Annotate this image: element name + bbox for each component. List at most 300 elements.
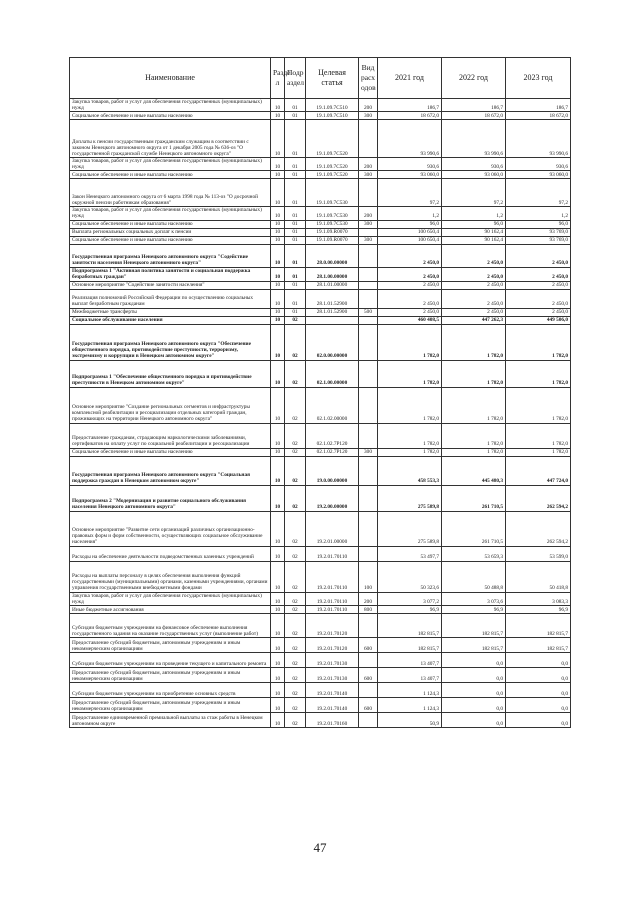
table-row xyxy=(70,289,571,308)
row-kind xyxy=(359,485,378,511)
row-2021: 1 782,0 xyxy=(378,423,442,448)
row-2021: 1 124,3 xyxy=(378,682,442,697)
row-kind xyxy=(359,652,378,667)
row-kind: 600 xyxy=(359,637,378,652)
row-2023: 0,0 xyxy=(506,667,571,682)
row-section: 10 xyxy=(271,316,285,324)
row-section: 10 xyxy=(271,546,285,561)
row-section: 10 xyxy=(271,561,285,592)
row-target: 02.1.00.00000 xyxy=(306,360,359,387)
row-2022: 93 060,0 xyxy=(442,171,506,179)
row-kind xyxy=(359,423,378,448)
table-row xyxy=(70,546,571,561)
row-2023: 96,0 xyxy=(506,220,571,228)
row-2021: 930,6 xyxy=(378,158,442,171)
row-name: Государственная программа Ненецкого автономного округа "Социальная поддержка граждан в Ненецком автономном округе" xyxy=(70,456,271,485)
table-row xyxy=(70,697,571,712)
table-row xyxy=(70,236,571,244)
row-name: Закупка товаров, работ и услуг для обеспечения государственных (муниципальных) нужд xyxy=(70,207,271,220)
row-subsection: 01 xyxy=(285,244,306,267)
row-subsection: 01 xyxy=(285,220,306,228)
row-2021: 182 815,7 xyxy=(378,613,442,637)
row-section: 10 xyxy=(271,456,285,485)
row-name: Предоставление гражданам, страдающим наркологическими заболеваниями, сертификатов на оплату услуг по социальной реабилитации и ресоциализации xyxy=(70,423,271,448)
header-2023: 2023 год xyxy=(506,58,571,99)
row-section: 10 xyxy=(271,511,285,546)
budget-table-container xyxy=(69,57,570,728)
row-target: 19.1.09.R0070 xyxy=(306,236,359,244)
row-2021: 1,2 xyxy=(378,207,442,220)
row-2023: 93 769,0 xyxy=(506,236,571,244)
row-section: 10 xyxy=(271,448,285,456)
row-2021: 1 782,0 xyxy=(378,360,442,387)
row-name: Социальное обеспечение и иные выплаты населению xyxy=(70,171,271,179)
row-2022: 2 450,0 xyxy=(442,308,506,316)
row-2022: 2 450,0 xyxy=(442,267,506,281)
row-subsection: 02 xyxy=(285,682,306,697)
row-name: Социальное обслуживание населения xyxy=(70,316,271,324)
row-subsection: 02 xyxy=(285,423,306,448)
row-2022: 0,0 xyxy=(442,682,506,697)
table-row xyxy=(70,112,571,120)
row-name: Социальное обеспечение и иные выплаты населению xyxy=(70,236,271,244)
row-target: 19.2.01.70110 xyxy=(306,561,359,592)
row-2021: 1 782,0 xyxy=(378,387,442,423)
row-2021: 13 407,7 xyxy=(378,667,442,682)
row-kind: 800 xyxy=(359,605,378,613)
row-2022: 182 815,7 xyxy=(442,637,506,652)
table-row xyxy=(70,244,571,267)
table-row xyxy=(70,220,571,228)
row-2023: 262 594,2 xyxy=(506,511,571,546)
row-subsection: 02 xyxy=(285,652,306,667)
row-name: Закупка товаров, работ и услуг для обеспечения государственных (муниципальных) нужд xyxy=(70,99,271,112)
table-row xyxy=(70,267,571,281)
row-target: 19.2.01.70140 xyxy=(306,682,359,697)
row-2021: 3 077,2 xyxy=(378,592,442,605)
row-2023: 1 782,0 xyxy=(506,423,571,448)
row-2023: 50 418,8 xyxy=(506,561,571,592)
row-target: 19.1.09.7С520 xyxy=(306,158,359,171)
row-2021: 275 589,8 xyxy=(378,511,442,546)
row-2021: 1 782,0 xyxy=(378,324,442,360)
row-kind: 200 xyxy=(359,99,378,112)
row-kind: 300 xyxy=(359,236,378,244)
row-target: 02.1.02.7Р120 xyxy=(306,423,359,448)
row-section: 10 xyxy=(271,423,285,448)
row-2022: 447 262,3 xyxy=(442,316,506,324)
row-section: 10 xyxy=(271,712,285,727)
row-kind xyxy=(359,682,378,697)
header-target: Целевая статья xyxy=(306,58,359,99)
row-subsection: 01 xyxy=(285,207,306,220)
row-subsection: 02 xyxy=(285,561,306,592)
row-kind xyxy=(359,316,378,324)
row-subsection: 02 xyxy=(285,324,306,360)
row-section: 10 xyxy=(271,308,285,316)
row-subsection: 02 xyxy=(285,667,306,682)
row-target: 19.0.00.00000 xyxy=(306,456,359,485)
row-kind xyxy=(359,387,378,423)
row-2021: 1 782,0 xyxy=(378,448,442,456)
table-row xyxy=(70,613,571,637)
row-name: Предоставление субсидий бюджетным, автономным учреждениям и иным некоммерческим организациям xyxy=(70,637,271,652)
table-row xyxy=(70,592,571,605)
table-row xyxy=(70,605,571,613)
row-target: 19.1.09.R0070 xyxy=(306,228,359,236)
row-section: 10 xyxy=(271,158,285,171)
table-row xyxy=(70,207,571,220)
row-kind xyxy=(359,456,378,485)
row-name: Предоставление субсидий бюджетным, автономным учреждениям и иным некоммерческим организациям xyxy=(70,667,271,682)
row-subsection: 01 xyxy=(285,289,306,308)
row-subsection: 01 xyxy=(285,120,306,158)
row-2021: 100 650,4 xyxy=(378,236,442,244)
row-name: Подпрограмма 1 "Обеспечение общественного порядка и противодействие преступности в Ненецком автономном округе" xyxy=(70,360,271,387)
table-row xyxy=(70,448,571,456)
row-2021: 18 672,0 xyxy=(378,112,442,120)
row-target: 19.1.09.7С530 xyxy=(306,220,359,228)
row-section: 10 xyxy=(271,324,285,360)
row-2022: 1 782,0 xyxy=(442,423,506,448)
row-target: 28.1.01.52900 xyxy=(306,308,359,316)
row-name: Расходы на выплаты персоналу в целях обеспечения выполнения функций государственными (муниципальными) органами, казенными учреждениями, органами управления государственными внебюджетными фондами xyxy=(70,561,271,592)
row-2021: 96,9 xyxy=(378,605,442,613)
row-subsection: 02 xyxy=(285,605,306,613)
row-kind xyxy=(359,712,378,727)
row-subsection: 02 xyxy=(285,360,306,387)
table-row xyxy=(70,99,571,112)
row-name: Государственная программа Ненецкого автономного округа "Содействие занятости населения Ненецкого автономного округа" xyxy=(70,244,271,267)
table-row xyxy=(70,308,571,316)
table-row xyxy=(70,281,571,289)
row-target: 19.1.09.7С520 xyxy=(306,120,359,158)
table-row xyxy=(70,120,571,158)
row-2021: 458 553,3 xyxy=(378,456,442,485)
row-name: Межбюджетные трансферты xyxy=(70,308,271,316)
row-2021: 186,7 xyxy=(378,99,442,112)
row-2022: 1 782,0 xyxy=(442,360,506,387)
header-kind: Вид расх одов xyxy=(359,58,378,99)
row-name: Расходы на обеспечение деятельности подведомственных казенных учреждений xyxy=(70,546,271,561)
row-subsection: 02 xyxy=(285,485,306,511)
row-section: 10 xyxy=(271,697,285,712)
row-2022: 96,0 xyxy=(442,220,506,228)
row-subsection: 02 xyxy=(285,712,306,727)
row-kind: 500 xyxy=(359,308,378,316)
row-2023: 2 450,0 xyxy=(506,289,571,308)
row-section: 10 xyxy=(271,220,285,228)
row-2021: 275 589,8 xyxy=(378,485,442,511)
row-section: 10 xyxy=(271,244,285,267)
row-kind xyxy=(359,228,378,236)
row-subsection: 01 xyxy=(285,171,306,179)
table-row xyxy=(70,360,571,387)
row-section: 10 xyxy=(271,613,285,637)
row-subsection: 02 xyxy=(285,511,306,546)
row-subsection: 01 xyxy=(285,228,306,236)
row-target: 19.1.09.7С530 xyxy=(306,207,359,220)
row-section: 10 xyxy=(271,592,285,605)
row-kind xyxy=(359,324,378,360)
row-2022: 930,6 xyxy=(442,158,506,171)
row-subsection: 01 xyxy=(285,112,306,120)
table-row xyxy=(70,423,571,448)
row-section: 10 xyxy=(271,236,285,244)
row-2023: 2 450,0 xyxy=(506,308,571,316)
row-kind xyxy=(359,281,378,289)
row-name: Субсидии бюджетным учреждениям на проведение текущего и капитального ремонта xyxy=(70,652,271,667)
row-section: 10 xyxy=(271,289,285,308)
row-2023: 3 083,3 xyxy=(506,592,571,605)
row-subsection: 02 xyxy=(285,592,306,605)
row-2023: 0,0 xyxy=(506,682,571,697)
row-2023: 447 724,0 xyxy=(506,456,571,485)
row-2021: 50 323,6 xyxy=(378,561,442,592)
row-subsection: 02 xyxy=(285,456,306,485)
row-name: Социальное обеспечение и иные выплаты населению xyxy=(70,448,271,456)
row-kind: 100 xyxy=(359,561,378,592)
row-kind: 200 xyxy=(359,207,378,220)
row-2023: 0,0 xyxy=(506,712,571,727)
row-subsection: 02 xyxy=(285,316,306,324)
row-section: 10 xyxy=(271,120,285,158)
row-section: 10 xyxy=(271,207,285,220)
row-2023: 1,2 xyxy=(506,207,571,220)
row-name: Подпрограмма 2 "Модернизация и развитие социального обслуживания населения Ненецкого автономного округа" xyxy=(70,485,271,511)
row-kind xyxy=(359,613,378,637)
row-target: 19.1.09.7С510 xyxy=(306,99,359,112)
row-section: 10 xyxy=(271,387,285,423)
row-name: Субсидии бюджетным учреждениям на финансовое обеспечение выполнения государственного задания на оказание государственных услуг (выполнение работ) xyxy=(70,613,271,637)
row-name: Закупка товаров, работ и услуг для обеспечения государственных (муниципальных) нужд xyxy=(70,592,271,605)
row-section: 10 xyxy=(271,228,285,236)
row-2023: 93 990,6 xyxy=(506,120,571,158)
table-row xyxy=(70,561,571,592)
row-2022: 90 162,4 xyxy=(442,228,506,236)
row-target: 28.1.01.52900 xyxy=(306,289,359,308)
row-target: 19.2.01.70110 xyxy=(306,546,359,561)
row-section: 10 xyxy=(271,485,285,511)
row-target: 19.2.01.70140 xyxy=(306,697,359,712)
row-section: 10 xyxy=(271,99,285,112)
row-2021: 460 408,5 xyxy=(378,316,442,324)
row-subsection: 01 xyxy=(285,281,306,289)
row-2022: 50 488,8 xyxy=(442,561,506,592)
row-target: 28.1.00.00000 xyxy=(306,267,359,281)
row-section: 10 xyxy=(271,360,285,387)
row-2021: 50,9 xyxy=(378,712,442,727)
row-kind: 600 xyxy=(359,697,378,712)
row-subsection: 01 xyxy=(285,267,306,281)
row-2023: 1 782,0 xyxy=(506,324,571,360)
row-2023: 18 672,0 xyxy=(506,112,571,120)
row-name: Закупка товаров, работ и услуг для обеспечения государственных (муниципальных) нужд xyxy=(70,158,271,171)
row-2023: 93 769,0 xyxy=(506,228,571,236)
row-target: 19.2.01.70130 xyxy=(306,667,359,682)
row-kind xyxy=(359,244,378,267)
header-subsection: Подр аздел xyxy=(285,58,306,99)
row-kind xyxy=(359,546,378,561)
row-2021: 2 450,0 xyxy=(378,244,442,267)
row-subsection: 02 xyxy=(285,637,306,652)
row-name: Основное мероприятие "Содействие занятости населения" xyxy=(70,281,271,289)
row-subsection: 01 xyxy=(285,179,306,207)
row-2022: 93 990,6 xyxy=(442,120,506,158)
row-target xyxy=(306,316,359,324)
row-2022: 3 073,6 xyxy=(442,592,506,605)
row-2022: 0,0 xyxy=(442,652,506,667)
row-name: Субсидии бюджетным учреждениям на приобретение основных средств xyxy=(70,682,271,697)
row-2021: 2 450,0 xyxy=(378,267,442,281)
row-2023: 2 450,0 xyxy=(506,267,571,281)
row-2023: 2 450,0 xyxy=(506,244,571,267)
row-kind xyxy=(359,120,378,158)
row-target: 19.2.01.70110 xyxy=(306,605,359,613)
row-section: 10 xyxy=(271,637,285,652)
row-kind xyxy=(359,360,378,387)
row-name: Предоставление единовременной премиальной выплаты за стаж работы в Ненецком автономном округе xyxy=(70,712,271,727)
header-2021: 2021 год xyxy=(378,58,442,99)
row-2023: 1 782,0 xyxy=(506,387,571,423)
row-2023: 186,7 xyxy=(506,99,571,112)
row-section: 10 xyxy=(271,171,285,179)
row-2022: 2 450,0 xyxy=(442,289,506,308)
row-target: 19.2.01.00000 xyxy=(306,511,359,546)
table-row xyxy=(70,387,571,423)
table-row xyxy=(70,667,571,682)
row-target: 19.2.01.70110 xyxy=(306,592,359,605)
row-name: Государственная программа Ненецкого автономного округа "Обеспечение общественного порядка, противодействие преступности, терроризму, экстремизму и коррупции в Ненецком автономном округе" xyxy=(70,324,271,360)
row-name: Социальное обеспечение и иные выплаты населению xyxy=(70,220,271,228)
row-2022: 18 672,0 xyxy=(442,112,506,120)
row-subsection: 02 xyxy=(285,697,306,712)
row-subsection: 01 xyxy=(285,99,306,112)
row-target: 02.1.02.00000 xyxy=(306,387,359,423)
row-2023: 0,0 xyxy=(506,697,571,712)
row-target: 19.1.09.7С520 xyxy=(306,171,359,179)
row-2023: 0,0 xyxy=(506,652,571,667)
row-2023: 96,9 xyxy=(506,605,571,613)
row-2022: 97,2 xyxy=(442,179,506,207)
row-2021: 182 815,7 xyxy=(378,637,442,652)
row-2021: 100 650,4 xyxy=(378,228,442,236)
table-row xyxy=(70,511,571,546)
row-2022: 182 815,7 xyxy=(442,613,506,637)
row-2022: 1 782,0 xyxy=(442,387,506,423)
header-name: Наименование xyxy=(70,58,271,99)
row-2021: 53 497,7 xyxy=(378,546,442,561)
row-section: 10 xyxy=(271,652,285,667)
row-name: Закон Ненецкого автономного округа от 6 марта 1998 года № 113-оз "О досрочной окружной пенсии работникам образования" xyxy=(70,179,271,207)
row-2023: 1 782,0 xyxy=(506,448,571,456)
row-target: 19.2.01.70120 xyxy=(306,613,359,637)
header-section: Разде л xyxy=(271,58,285,99)
row-kind xyxy=(359,511,378,546)
row-subsection: 02 xyxy=(285,448,306,456)
table-row xyxy=(70,637,571,652)
row-subsection: 02 xyxy=(285,387,306,423)
table-row xyxy=(70,324,571,360)
row-2022: 2 450,0 xyxy=(442,244,506,267)
table-row xyxy=(70,316,571,324)
table-header-row xyxy=(70,58,571,99)
row-kind: 300 xyxy=(359,112,378,120)
row-kind: 200 xyxy=(359,158,378,171)
row-2021: 2 450,0 xyxy=(378,308,442,316)
row-2022: 90 162,4 xyxy=(442,236,506,244)
row-subsection: 01 xyxy=(285,308,306,316)
table-body xyxy=(70,99,571,728)
row-2022: 0,0 xyxy=(442,697,506,712)
row-section: 10 xyxy=(271,682,285,697)
row-2023: 93 060,0 xyxy=(506,171,571,179)
header-2022: 2022 год xyxy=(442,58,506,99)
row-target: 02.1.02.7Р120 xyxy=(306,448,359,456)
row-2023: 53 599,0 xyxy=(506,546,571,561)
row-2023: 182 815,7 xyxy=(506,637,571,652)
row-section: 10 xyxy=(271,281,285,289)
row-2021: 1 124,3 xyxy=(378,697,442,712)
row-target: 02.0.00.00000 xyxy=(306,324,359,360)
row-2022: 2 450,0 xyxy=(442,281,506,289)
row-kind: 300 xyxy=(359,220,378,228)
row-2022: 0,0 xyxy=(442,712,506,727)
row-2023: 97,2 xyxy=(506,179,571,207)
row-2022: 96,9 xyxy=(442,605,506,613)
row-2022: 261 710,5 xyxy=(442,485,506,511)
page-number: 47 xyxy=(313,840,327,855)
table-row xyxy=(70,179,571,207)
row-subsection: 02 xyxy=(285,613,306,637)
row-name: Предоставление субсидий бюджетным, автономным учреждениям и иным некоммерческим организациям xyxy=(70,697,271,712)
row-2023: 2 450,0 xyxy=(506,281,571,289)
row-2023: 449 506,0 xyxy=(506,316,571,324)
row-kind: 300 xyxy=(359,448,378,456)
row-kind: 600 xyxy=(359,667,378,682)
budget-table xyxy=(69,57,571,728)
row-target: 19.1.09.7С530 xyxy=(306,179,359,207)
row-target: 28.1.01.00000 xyxy=(306,281,359,289)
row-name: Реализация полномочий Российской Федерации по осуществлению социальных выплат безработным гражданам xyxy=(70,289,271,308)
row-2023: 930,6 xyxy=(506,158,571,171)
row-2021: 93 060,0 xyxy=(378,171,442,179)
row-2021: 2 450,0 xyxy=(378,281,442,289)
row-2022: 1 782,0 xyxy=(442,324,506,360)
row-kind: 200 xyxy=(359,592,378,605)
table-row xyxy=(70,171,571,179)
row-2022: 0,0 xyxy=(442,667,506,682)
row-2021: 96,0 xyxy=(378,220,442,228)
row-2022: 186,7 xyxy=(442,99,506,112)
row-2022: 53 659,3 xyxy=(442,546,506,561)
row-kind: 300 xyxy=(359,171,378,179)
row-subsection: 01 xyxy=(285,236,306,244)
table-row xyxy=(70,712,571,727)
row-subsection: 02 xyxy=(285,546,306,561)
row-name: Выплата региональных социальных доплат к пенсии xyxy=(70,228,271,236)
row-2021: 2 450,0 xyxy=(378,289,442,308)
row-kind xyxy=(359,267,378,281)
row-target: 19.2.01.70120 xyxy=(306,637,359,652)
row-2023: 262 594,2 xyxy=(506,485,571,511)
row-2022: 445 480,3 xyxy=(442,456,506,485)
row-2022: 1,2 xyxy=(442,207,506,220)
row-target: 19.1.09.7С510 xyxy=(306,112,359,120)
row-name: Доплаты к пенсии государственным гражданским служащим в соответствии с законом Ненецкого автономного округа от 1 декабря 2005 года № 636-оз "О государственной гражданской службе Ненецкого автономного округа" xyxy=(70,120,271,158)
row-section: 10 xyxy=(271,667,285,682)
table-row xyxy=(70,682,571,697)
